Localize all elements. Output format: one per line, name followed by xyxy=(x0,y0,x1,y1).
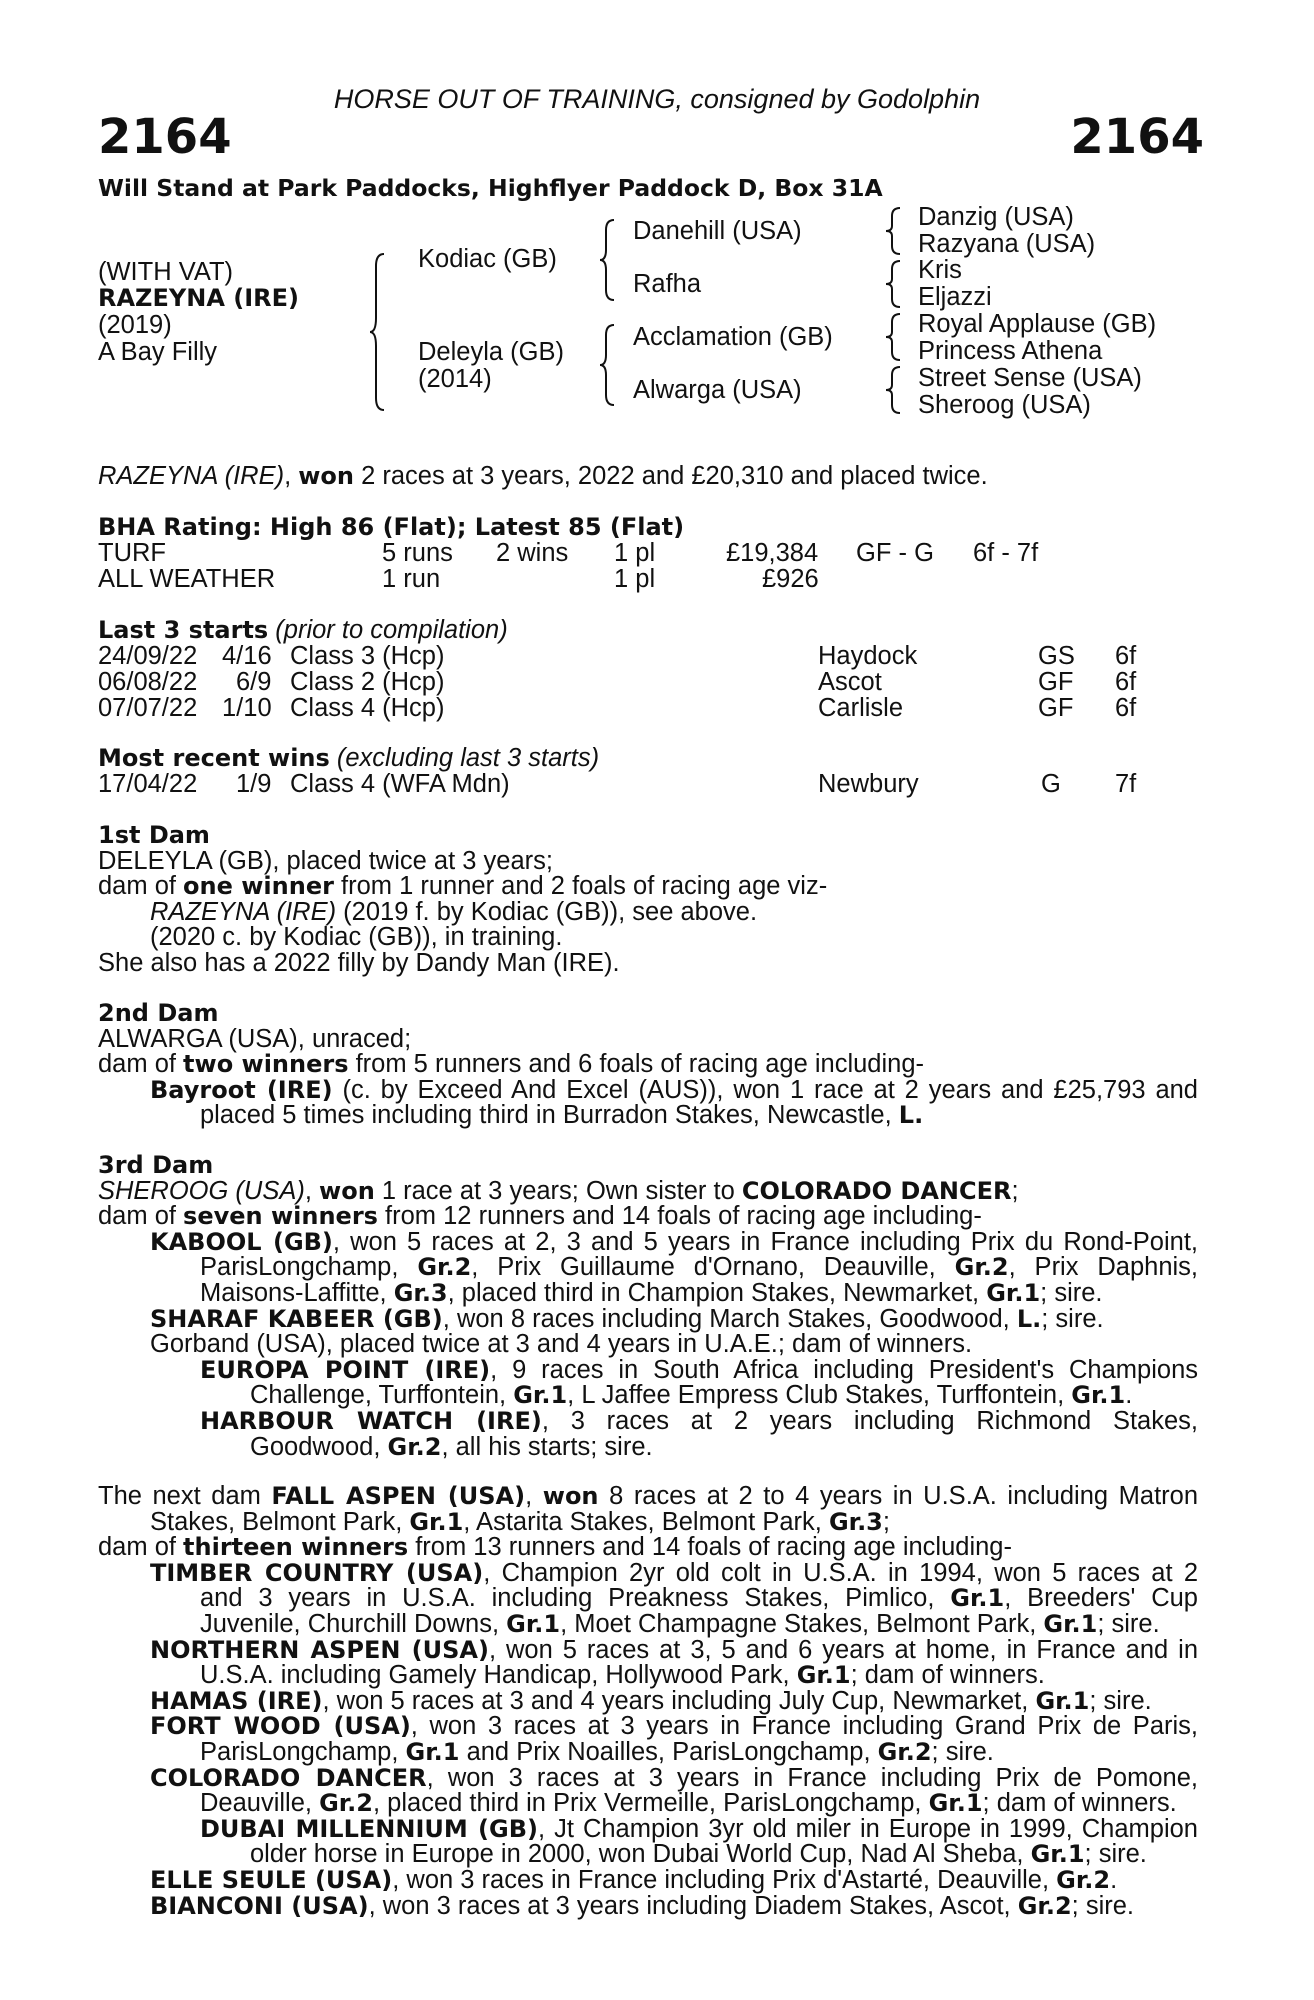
start-date: 07/07/22 xyxy=(98,694,198,722)
text: , won 3 races at 3 years in France including Grand Prix de Paris, xyxy=(410,1712,1198,1741)
text: , xyxy=(304,1176,320,1205)
recent-row xyxy=(98,772,1198,798)
produce-entry xyxy=(98,1304,1198,1333)
winner-count: seven winners xyxy=(183,1202,378,1231)
last3-title: Last 3 starts xyxy=(98,616,269,644)
horse-name: FORT WOOD (USA) xyxy=(150,1712,411,1741)
sire-name: Kodiac (GB) xyxy=(418,245,557,273)
start-course: Carlisle xyxy=(818,694,904,722)
location-line: Will Stand at Park Paddocks, Highflyer Paddock D, Box 31A xyxy=(98,174,883,202)
grade: Gr.1 xyxy=(506,1609,561,1638)
produce-entry xyxy=(98,1814,1198,1843)
grade: Gr.1 xyxy=(1035,1686,1090,1715)
text: , won 5 races at 3 and 4 years including July Cup, Newmarket, xyxy=(322,1686,1036,1715)
produce-entry-cont xyxy=(98,1609,1198,1638)
second-dam-section xyxy=(98,1001,1198,1129)
sire-sire-dam: Razyana (USA) xyxy=(918,230,1096,258)
grade: Gr.1 xyxy=(409,1507,464,1536)
sire-dam-dam: Eljazzi xyxy=(918,283,992,311)
dam-dam: Alwarga (USA) xyxy=(633,376,802,404)
produce-entry-cont xyxy=(98,1791,1198,1817)
produce-entry xyxy=(98,1714,1198,1740)
produce-entry: (2020 c. by Kodiac (GB)), in training. xyxy=(150,923,563,952)
produce-entry xyxy=(98,1558,1199,1587)
start-position: 4/16 xyxy=(222,642,272,670)
rating-surface: TURF xyxy=(98,539,166,567)
text: Stakes, Belmont Park, xyxy=(150,1507,410,1536)
grade: Gr.2 xyxy=(417,1253,472,1282)
text: , Moet Champagne Stakes, Belmont Park, xyxy=(560,1609,1044,1638)
produce-entry-cont xyxy=(98,1586,1198,1612)
grade: Gr.1 xyxy=(1043,1609,1098,1638)
summary-comma: , xyxy=(284,462,299,490)
rating-wins: 2 wins xyxy=(496,539,569,567)
text: ; sire. xyxy=(1041,1304,1104,1333)
horse-name: COLORADO DANCER xyxy=(150,1763,427,1792)
dam-produce-line xyxy=(98,1052,1198,1078)
dam-sire: Acclamation (GB) xyxy=(633,323,833,351)
horse-year: (2019) xyxy=(98,311,172,339)
win-position: 1/9 xyxy=(236,770,272,798)
rating-runs: 5 runs xyxy=(382,539,453,567)
text: from 13 runners and 14 foals of racing age including- xyxy=(408,1533,1012,1562)
recent-note: (excluding last 3 starts) xyxy=(329,744,600,772)
grade: Gr.2 xyxy=(1056,1865,1111,1894)
last3-row xyxy=(98,696,1198,722)
win-going: G xyxy=(1041,770,1061,798)
start-date: 06/08/22 xyxy=(98,668,198,696)
summary-won: won xyxy=(298,462,354,490)
consignor-line: HORSE OUT OF TRAINING, consigned by Godolphin xyxy=(333,84,981,114)
text: and 3 years in U.S.A. including Preakness Stakes, Pimlico, xyxy=(200,1584,951,1613)
grade: Gr.1 xyxy=(796,1661,851,1690)
lot-number-right: 2164 xyxy=(1070,109,1204,165)
sire-sire: Danehill (USA) xyxy=(633,217,802,245)
text: Juvenile, Churchill Downs, xyxy=(200,1609,507,1638)
text: dam of xyxy=(98,1050,184,1079)
horse-name: NORTHERN ASPEN (USA) xyxy=(150,1635,489,1664)
produce-entry xyxy=(98,1686,1198,1715)
sire-dam-sire: Kris xyxy=(918,256,962,284)
text: , L Jaffee Empress Club Stakes, Turffontein, xyxy=(567,1381,1072,1410)
dam-year: (2014) xyxy=(418,365,492,393)
text: , Prix Daphnis, xyxy=(1008,1253,1198,1282)
horse-name: KABOOL (GB) xyxy=(150,1227,333,1256)
produce-entry xyxy=(98,1227,1198,1256)
text: ; sire. xyxy=(1089,1686,1152,1715)
horse-name: RAZEYNA (IRE) xyxy=(150,897,337,926)
produce-entry-cont xyxy=(98,1432,1198,1461)
horse-name: HARBOUR WATCH (IRE) xyxy=(200,1406,542,1435)
text: dam of xyxy=(98,1202,184,1231)
text: , won 3 races at 3 years in France including Prix de Pomone, xyxy=(426,1763,1198,1792)
grade: Gr.1 xyxy=(928,1789,983,1818)
rating-runs: 1 run xyxy=(382,565,441,593)
text: dam of xyxy=(98,1533,184,1562)
grade: Gr.1 xyxy=(986,1278,1041,1307)
start-class: Class 4 (Hcp) xyxy=(290,694,445,722)
produce-entry-cont xyxy=(98,1663,1198,1689)
rating-earnings: £926 xyxy=(762,565,819,593)
next-dam-section xyxy=(98,1484,1198,1919)
grade: L. xyxy=(898,1101,924,1130)
sire-sire-sire: Danzig (USA) xyxy=(918,203,1074,231)
horse-name: SHARAF KABEER (GB) xyxy=(150,1304,443,1333)
text: from 1 runner and 2 foals of racing age viz- xyxy=(333,872,828,901)
dam-sire-sire: Royal Applause (GB) xyxy=(918,310,1157,338)
winner-count: one winner xyxy=(183,872,334,901)
start-going: GF xyxy=(1038,694,1074,722)
recent-title: Most recent wins xyxy=(98,744,330,772)
pedigree-brace-dd xyxy=(884,365,904,415)
produce-entry-cont xyxy=(98,1278,1198,1307)
text: ; dam of winners. xyxy=(982,1789,1177,1818)
text: , won 5 races at 3, 5 and 6 years at home, in France and in xyxy=(488,1635,1199,1664)
pedigree-brace-sire xyxy=(598,218,618,302)
produce-note: She also has a 2022 filly by Dandy Man (IRE). xyxy=(98,948,620,977)
produce-entry xyxy=(98,1891,1198,1920)
recent-heading xyxy=(98,746,599,772)
produce-entry: Gorband (USA), placed twice at 3 and 4 years in U.A.E.; dam of winners. xyxy=(150,1330,973,1359)
dam-sire-dam: Princess Athena xyxy=(918,337,1103,365)
grade: Gr.1 xyxy=(1071,1381,1126,1410)
rating-going: GF - G xyxy=(856,539,934,567)
text: , placed third in Champion Stakes, Newmarket, xyxy=(447,1278,987,1307)
produce-entry xyxy=(98,1406,1198,1435)
text: , Champion 2yr old colt in U.S.A. in 1994, won 5 races at 2 xyxy=(483,1558,1199,1587)
text: ; sire. xyxy=(1084,1840,1147,1869)
text: . xyxy=(1125,1381,1133,1410)
text: , all his starts; sire. xyxy=(441,1432,653,1461)
produce-entry xyxy=(98,1075,1198,1104)
vat-note: (WITH VAT) xyxy=(98,258,234,286)
third-dam-section xyxy=(98,1153,1198,1460)
text: Goodwood, xyxy=(250,1432,388,1461)
rating-heading: BHA Rating: High 86 (Flat); Latest 85 (Flat) xyxy=(98,513,685,541)
first-dam-section xyxy=(98,823,1198,977)
horse-name: HAMAS (IRE) xyxy=(150,1686,323,1715)
win-distance: 7f xyxy=(1115,770,1137,798)
text: , won 3 races at 3 years including Diadem Stakes, Ascot, xyxy=(368,1891,1018,1920)
start-class: Class 2 (Hcp) xyxy=(290,668,445,696)
text: ParisLongchamp, xyxy=(200,1253,418,1282)
last3-note: (prior to compilation) xyxy=(268,616,508,644)
section-heading: 3rd Dam xyxy=(98,1151,214,1179)
pedigree-brace-ds xyxy=(884,312,904,362)
text: U.S.A. including Gamely Handicap, Hollywood Park, xyxy=(200,1661,797,1690)
text: from 12 runners and 14 foals of racing age including- xyxy=(377,1202,982,1231)
text: , won 8 races including March Stakes, Goodwood, xyxy=(442,1304,1017,1333)
start-position: 1/10 xyxy=(222,694,272,722)
produce-entry-cont xyxy=(98,1255,1198,1281)
text: ; sire. xyxy=(931,1737,994,1766)
text: older horse in Europe in 2000, won Dubai World Cup, Nad Al Sheba, xyxy=(250,1840,1031,1869)
rating-surface: ALL WEATHER xyxy=(98,565,276,593)
text: , Breeders' Cup xyxy=(1004,1584,1198,1613)
text: ; dam of winners. xyxy=(850,1661,1045,1690)
text: . xyxy=(1110,1865,1118,1894)
start-going: GS xyxy=(1038,642,1075,670)
rating-earnings: £19,384 xyxy=(726,539,819,567)
pedigree-brace-main xyxy=(368,252,388,412)
produce-entry xyxy=(98,1865,1198,1894)
text: , Jt Champion 3yr old miler in Europe in 1999, Champion xyxy=(537,1814,1198,1843)
start-distance: 6f xyxy=(1115,668,1137,696)
grade: Gr.2 xyxy=(954,1253,1009,1282)
grade: Gr.2 xyxy=(387,1432,442,1461)
dam-line: DELEYLA (GB), placed twice at 3 years; xyxy=(98,846,553,875)
horse-name: COLORADO DANCER xyxy=(741,1176,1012,1205)
dam-line-cont xyxy=(98,1507,1198,1536)
win-course: Newbury xyxy=(818,770,919,798)
rating-row-turf xyxy=(98,541,1198,567)
text: , won 3 races in France including Prix d'Astarté, Deauville, xyxy=(392,1865,1057,1894)
produce-entry xyxy=(98,897,1198,926)
start-date: 24/09/22 xyxy=(98,642,198,670)
section-heading: 2nd Dam xyxy=(98,999,219,1027)
lot-number-left: 2164 xyxy=(98,109,232,165)
horse-name: EUROPA POINT (IRE) xyxy=(200,1355,491,1384)
rating-placed: 1 pl xyxy=(614,539,656,567)
horse-name: TIMBER COUNTRY (USA) xyxy=(150,1558,484,1587)
winner-count: two winners xyxy=(183,1050,349,1079)
produce-entry xyxy=(98,1763,1198,1792)
grade: Gr.1 xyxy=(513,1381,568,1410)
dam-line xyxy=(98,1176,1198,1205)
horse-description: A Bay Filly xyxy=(98,338,218,366)
grade: Gr.1 xyxy=(1030,1840,1085,1869)
text: ; xyxy=(882,1507,890,1536)
text: ParisLongchamp, xyxy=(200,1737,406,1766)
section-heading: 1st Dam xyxy=(98,821,210,849)
last3-row xyxy=(98,644,1198,670)
horse-name: SHEROOG (USA) xyxy=(98,1176,305,1205)
horse-name: BIANCONI (USA) xyxy=(150,1891,369,1920)
text: Challenge, Turffontein, xyxy=(250,1381,514,1410)
start-class: Class 3 (Hcp) xyxy=(290,642,445,670)
produce-entry-cont xyxy=(98,1737,1198,1766)
text: dam of xyxy=(98,872,184,901)
text: from 5 runners and 6 foals of racing age including- xyxy=(348,1050,925,1079)
text: , won 5 races at 2, 3 and 5 years in France including Prix du Rond-Point, xyxy=(332,1227,1198,1256)
horse-name: RAZEYNA (IRE) xyxy=(98,284,299,312)
horse-name: ELLE SEULE (USA) xyxy=(150,1865,393,1894)
text: (c. by Exceed And Excel (AUS)), won 1 race at 2 years and £25,793 and xyxy=(332,1075,1198,1104)
text: ; xyxy=(1011,1176,1019,1205)
produce-entry xyxy=(98,1635,1199,1664)
dam-line xyxy=(98,1484,1198,1510)
text: Maisons-Laffitte, xyxy=(200,1278,394,1307)
pedigree-brace-dam xyxy=(598,323,618,407)
win-date: 17/04/22 xyxy=(98,770,198,798)
dam-produce-line xyxy=(98,874,1198,900)
text: , 3 races at 2 years including Richmond Stakes, xyxy=(541,1406,1198,1435)
start-course: Ascot xyxy=(818,668,882,696)
start-position: 6/9 xyxy=(236,668,272,696)
text: (2019 f. by Kodiac (GB)), see above. xyxy=(336,897,758,926)
last3-heading xyxy=(98,618,508,644)
sire-dam: Rafha xyxy=(633,270,702,298)
dam-name: Deleyla (GB) xyxy=(418,338,564,366)
text: The next dam xyxy=(98,1482,272,1510)
won-word: won xyxy=(542,1482,599,1510)
start-distance: 6f xyxy=(1115,642,1137,670)
start-going: GF xyxy=(1038,668,1074,696)
produce-entry-cont xyxy=(98,1383,1198,1409)
produce-entry-cont xyxy=(98,1103,1198,1129)
grade: Gr.1 xyxy=(405,1737,460,1766)
text: ; sire. xyxy=(1071,1891,1134,1920)
grade: Gr.2 xyxy=(319,1789,373,1818)
rating-row-aw xyxy=(98,567,1198,593)
dam-dam-sire: Street Sense (USA) xyxy=(918,364,1142,392)
dam-produce-line xyxy=(98,1204,1198,1230)
grade: Gr.1 xyxy=(950,1584,1005,1613)
rating-distance: 6f - 7f xyxy=(973,539,1039,567)
win-class: Class 4 (WFA Mdn) xyxy=(290,770,510,798)
grade: Gr.3 xyxy=(828,1507,883,1536)
text: and Prix Noailles, ParisLongchamp, xyxy=(459,1737,878,1766)
horse-name: DUBAI MILLENNIUM (GB) xyxy=(200,1814,538,1843)
text: , 9 races in South Africa including President's Champions xyxy=(490,1355,1198,1384)
dam-dam-dam: Sheroog (USA) xyxy=(918,391,1091,419)
grade: Gr.2 xyxy=(1017,1891,1072,1920)
text: ; sire. xyxy=(1040,1278,1103,1307)
summary-horse: RAZEYNA (IRE) xyxy=(98,462,285,490)
horse-name: Bayroot (IRE) xyxy=(150,1075,333,1104)
pedigree-brace-ss xyxy=(884,206,904,256)
text: ; sire. xyxy=(1097,1609,1160,1638)
text: , Prix Guillaume d'Ornano, Deauville, xyxy=(471,1253,955,1282)
rating-placed: 1 pl xyxy=(614,565,656,593)
produce-entry-cont xyxy=(98,1842,1198,1868)
start-distance: 6f xyxy=(1115,694,1137,722)
horse-name: FALL ASPEN (USA) xyxy=(271,1482,526,1510)
text: , placed third in Prix Vermeille, ParisLongchamp, xyxy=(373,1789,929,1818)
text: Deauville, xyxy=(200,1789,320,1818)
text: , xyxy=(525,1482,543,1510)
dam-produce-line xyxy=(98,1535,1198,1561)
text: , Astarita Stakes, Belmont Park, xyxy=(463,1507,829,1536)
grade: Gr.3 xyxy=(393,1278,448,1307)
summary-rest: 2 races at 3 years, 2022 and £20,310 and placed twice. xyxy=(354,462,988,490)
produce-entry xyxy=(98,1355,1198,1384)
text: 8 races at 2 to 4 years in U.S.A. including Matron xyxy=(598,1482,1199,1510)
grade: L. xyxy=(1016,1304,1042,1333)
dam-line: ALWARGA (USA), unraced; xyxy=(98,1024,412,1053)
start-course: Haydock xyxy=(818,642,918,670)
race-summary xyxy=(98,464,988,490)
won-word: won xyxy=(319,1176,375,1205)
text: 1 race at 3 years; Own sister to xyxy=(374,1176,742,1205)
winner-count: thirteen winners xyxy=(183,1533,409,1562)
pedigree-brace-sd xyxy=(884,259,904,309)
grade: Gr.2 xyxy=(877,1737,932,1766)
text: placed 5 times including third in Burradon Stakes, Newcastle, xyxy=(200,1101,899,1130)
last3-row xyxy=(98,670,1198,696)
